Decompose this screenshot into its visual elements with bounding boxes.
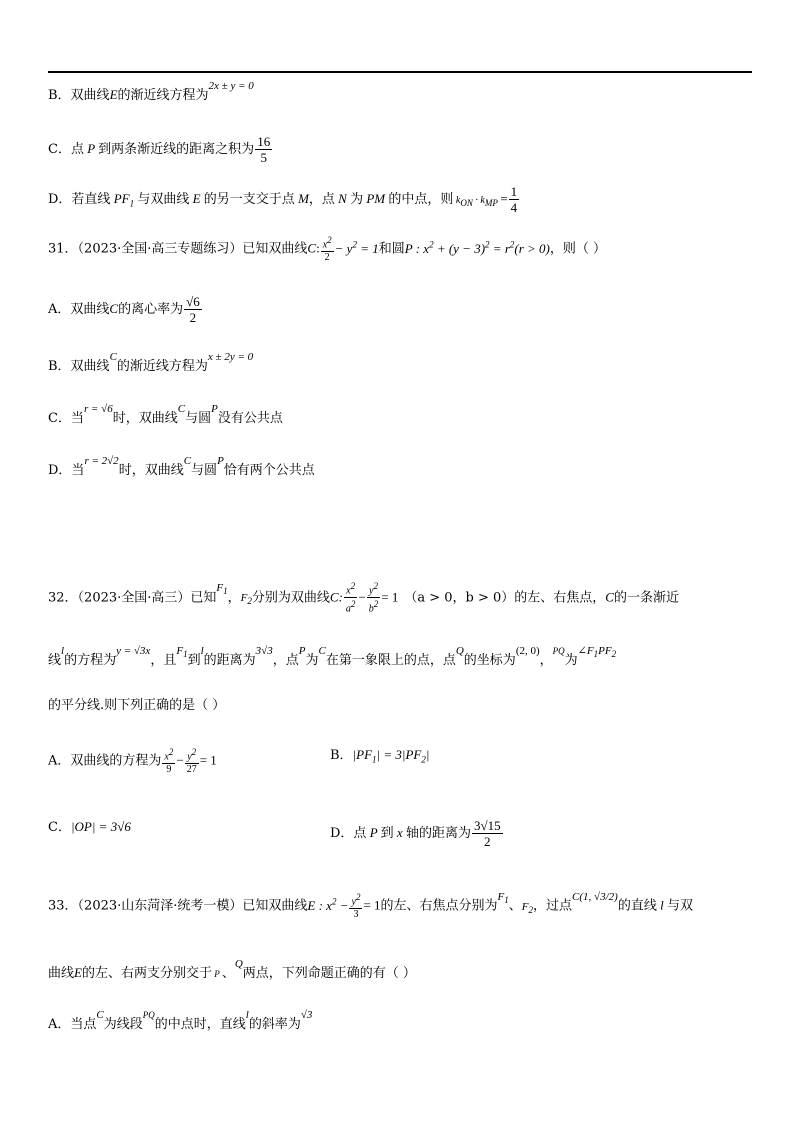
q32-stem-line3: 的平分线.则下列正确的是（ ） — [48, 698, 226, 713]
fraction: $\frac{x^2}{9}$ — [164, 747, 174, 776]
q32-option-c: C．|OP| = 3√6 — [48, 819, 131, 835]
fraction: $\frac{y^2}{27}$ — [186, 747, 197, 776]
q31-option-a: A．双曲线C的离心率为 $\frac{√6}{2}$ — [48, 294, 200, 325]
fraction: $\frac{y^2}{b^2}$ — [368, 581, 379, 615]
fraction: $\frac{x^2}{2}$ — [322, 235, 332, 264]
q33-option-a: A．当点$^C$为线段$^{PQ}$的中点时，直线$^l$的斜率为$^{√3}$ — [48, 1009, 313, 1032]
fraction: $\frac{1}{4}$ — [510, 184, 518, 215]
fraction: $\frac{y^2}{3}$ — [351, 892, 361, 921]
q31-option-c: C．当$^{r = √6}$时，双曲线$^C$与圆$^P$没有公共点 — [48, 403, 283, 426]
q32-stem-line2: 线$^l$的方程为$^{y = √3x}$，且$^{F_1}$到$^l$的距离为$^{3√3}$，点$^P$为$^C$在第一象限上的点，点$^Q$的坐标为$^{(2, 0)}$，$^{PQ}$为$^{\angle F_1PF_2}$ — [48, 645, 617, 668]
fraction: $\frac{√6}{2}$ — [186, 294, 200, 325]
q33-stem: 33．（2023·山东菏泽·统考一模）已知双曲线E : $x^2$ − $\frac{y^2}{3}$ = 1的左、右焦点分别为$^{F_1}$、$F_2$，过点$^{C(1, √3/2)}$的直线 l 与双 — [48, 890, 693, 921]
q30-option-b: B．双曲线E的渐近线方程为$^{2x \pm y = 0}$ — [48, 80, 254, 103]
header-rule — [48, 71, 752, 73]
fraction: $\frac{x^2}{a^2}$ — [345, 581, 356, 615]
q33-stem-line2: 曲线E的左、右两支分别交于 P 、$^Q$两点，下列命题正确的有（ ） — [48, 958, 416, 981]
q30-option-c: C．点 P 到两条渐近线的距离之积为 $\frac{16}{5}$ — [48, 134, 271, 165]
fraction: $\frac{3√15}{2}$ — [473, 818, 501, 849]
q31-option-b: B．双曲线$^C$的渐近线方程为$^{x \pm 2y = 0}$ — [48, 351, 254, 374]
q30-option-d: D．若直线 $PF_1$ 与双曲线 E 的另一支交于点 M，点 N 为 PM 的中点，则 $k_{ON} \cdot k_{MP}$ = $\frac{1}{4}$ — [48, 184, 518, 215]
fraction: $\frac{16}{5}$ — [257, 134, 271, 165]
q32-option-b: B．$|PF_1| = 3|PF_2|$ — [330, 747, 430, 765]
q32-stem: 32．（2023·全国·高三）已知$^{F_1}$，$F_2$分别为双曲线C: $\frac{x^2}{a^2}$ − $\frac{y^2}{b^2}$ = 1 （a > 0，b > 0）的左、右焦点，C的一条渐近 — [48, 581, 679, 615]
q31-stem: 31．（2023·全国·高三专题练习）已知双曲线C: $\frac{x^2}{2}$ − $y^2 = 1$和圆P : $x^2 + (y - 3)^2 = r^2(r > 0)$，则（ ） — [48, 235, 607, 264]
q32-option-a: A．双曲线的方程为 $\frac{x^2}{9}$ − $\frac{y^2}{27}$ = 1 — [48, 747, 217, 776]
q31-option-d: D．当$^{r = 2√2}$时，双曲线$^C$与圆$^P$恰有两个公共点 — [48, 455, 315, 478]
q32-option-d: D．点 P 到 x 轴的距离为 $\frac{3√15}{2}$ — [330, 818, 501, 849]
